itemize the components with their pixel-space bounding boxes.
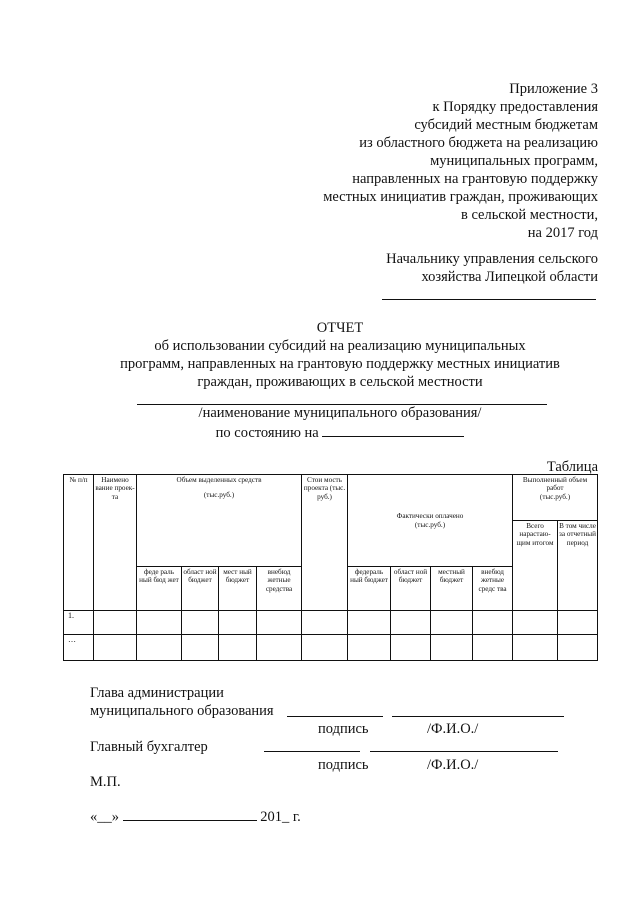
header-work-period: В том числе за отчетный период [558, 521, 598, 611]
header-paid [348, 475, 513, 567]
appendix-line: Приложение 3 [509, 81, 598, 97]
header-alloc-federal: феде раль ный бюд жет [137, 567, 182, 611]
report-title-line: программ, направленных на грантовую поддержку местных инициатив [120, 356, 560, 372]
row-number: … [64, 635, 94, 661]
report-title-line: об использовании субсидий на реализацию муниципальных [154, 338, 526, 354]
header-alloc-regional: област ной бюджет [182, 567, 219, 611]
header-alloc-local: мест ный бюджет [219, 567, 257, 611]
appendix-line: к Порядку предоставления [432, 99, 598, 115]
as-of-date-blank [322, 422, 464, 437]
header-paid-title: Фактически оплачено [396, 512, 464, 521]
addressee-blank-line [382, 299, 596, 300]
header-allocated-title: Объем выделенных средств [176, 476, 262, 484]
accountant-signature-line [264, 751, 360, 752]
addressee-line: Начальнику управления сельского [386, 251, 598, 267]
appendix-header [278, 80, 598, 242]
header-num: № п/п [64, 475, 94, 611]
header-work [513, 475, 598, 521]
date-year: 201_ г. [260, 809, 301, 825]
head-signature-line [287, 716, 383, 717]
appendix-line: в сельской местности, [460, 207, 598, 223]
accountant-fio-line [370, 751, 558, 752]
table-row [64, 611, 598, 635]
date-row [90, 806, 301, 826]
report-title: ОТЧЕТ [316, 320, 364, 336]
report-title-line: граждан, проживающих в сельской местности [197, 374, 483, 390]
accountant-label: Главный бухгалтер [90, 739, 208, 755]
date-day: «__» [90, 809, 119, 825]
header-paid-unit: (тыс.руб.) [414, 520, 446, 529]
header-allocated [137, 475, 302, 567]
head-label-line2: муниципального образования [90, 703, 274, 719]
head-fio-label: /Ф.И.О./ [427, 721, 479, 737]
head-label-line1: Глава администрации [90, 685, 224, 701]
header-work-title: Выполненный объем работ [522, 476, 588, 493]
head-fio-line [392, 716, 564, 717]
header-paid-extra: внебюд жетные средс тва [473, 567, 513, 611]
header-work-unit: (тыс.руб.) [539, 492, 571, 501]
addressee-block [278, 250, 598, 286]
addressee-line: хозяйства Липецкой области [421, 269, 598, 285]
table-row [64, 635, 598, 661]
accountant-fio-label: /Ф.И.О./ [427, 757, 479, 773]
header-paid-regional: област ной бюджет [391, 567, 431, 611]
header-paid-local: местный бюджет [431, 567, 473, 611]
appendix-line: на 2017 год [527, 225, 598, 241]
header-project-cost: Стои мость проекта (тыс. руб.) [302, 475, 348, 611]
report-title-block [60, 319, 620, 391]
report-table [63, 474, 598, 661]
header-alloc-extra: внебюд жетные средства [257, 567, 302, 611]
header-paid-federal: федераль ный бюджет [348, 567, 391, 611]
header-project-name: Наимено вание проек- та [94, 475, 137, 611]
appendix-line: направленных на грантовую поддержку [352, 171, 598, 187]
appendix-line: из областного бюджета на реализацию [359, 135, 598, 151]
as-of-label: по состоянию на [215, 425, 319, 441]
appendix-line: муниципальных программ, [430, 153, 598, 169]
head-signature-label: подпись [318, 721, 369, 737]
table-label: Таблица [546, 459, 598, 475]
accountant-signature-label: подпись [318, 757, 369, 773]
appendix-line: местных инициатив граждан, проживающих [323, 189, 598, 205]
as-of-row [100, 422, 580, 442]
header-work-total: Всего нарастаю- щим итогом [513, 521, 558, 611]
date-month-blank [123, 806, 257, 821]
appendix-line: субсидий местным бюджетам [414, 117, 598, 133]
row-number: 1. [64, 611, 94, 635]
stamp-label: М.П. [90, 774, 121, 790]
report-subtitle [100, 404, 580, 442]
header-allocated-unit: (тыс.руб.) [203, 491, 235, 500]
municipality-caption: /наименование муниципального образования/ [198, 405, 482, 421]
